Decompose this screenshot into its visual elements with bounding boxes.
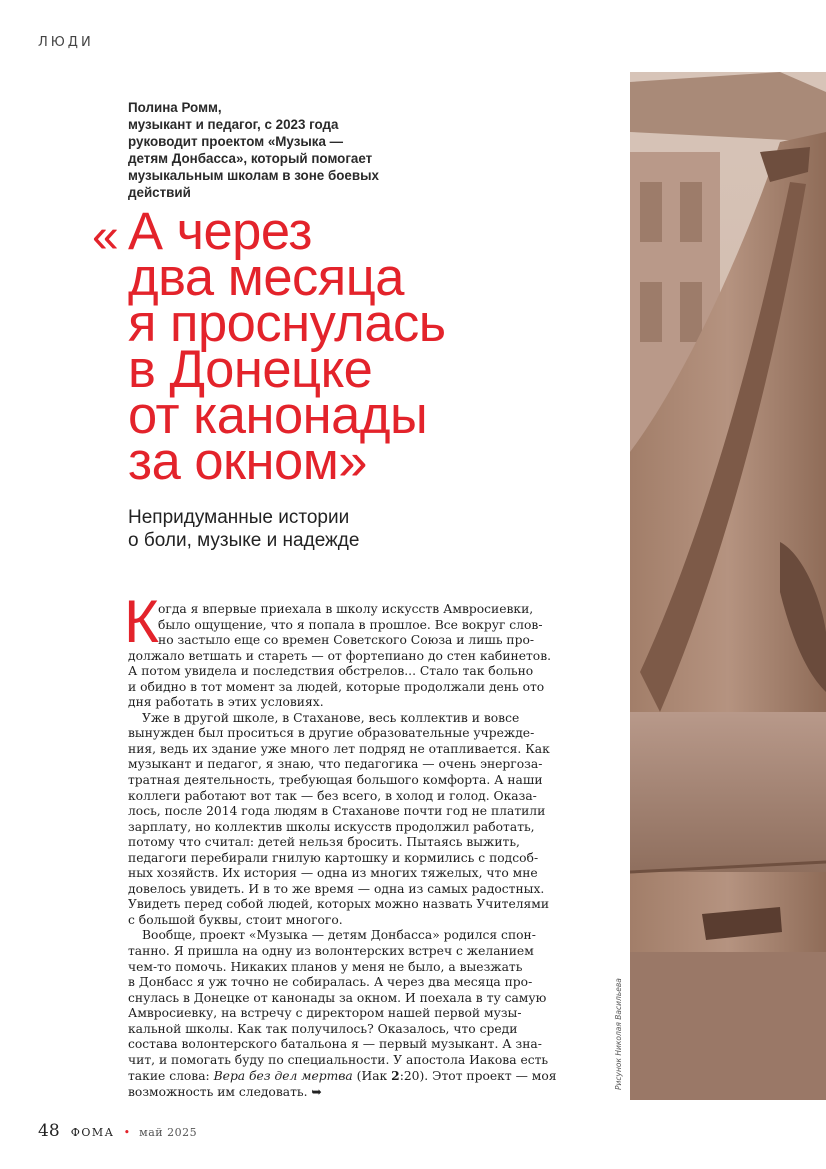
text-line: ных хозяйств. Их история — одна из многих тяжелых, что мне bbox=[128, 866, 538, 881]
headline-line: в Донецке bbox=[128, 340, 373, 399]
subtitle-line: о боли, музыке и надежде bbox=[128, 530, 360, 551]
paragraph-2 bbox=[128, 710, 550, 929]
intro-line: Полина Ромм, bbox=[128, 100, 222, 115]
text-line: музыкант и педагог, я знаю, что педагогика — очень энергоза- bbox=[128, 757, 543, 772]
text-line: ния, ведь их здание уже много лет подряд не отапливается. Как bbox=[128, 741, 550, 756]
page-number: 48 bbox=[38, 1121, 60, 1141]
text-line: состава волонтерского батальона я — первый музыкант. А зна- bbox=[128, 1037, 542, 1052]
text-line: дня работать в этих условиях. bbox=[128, 695, 324, 710]
text-line: снулась в Донецке от канонады за окном. И поехала в ту самую bbox=[128, 990, 547, 1005]
subtitle-line: Непридуманные истории bbox=[128, 507, 350, 528]
intro-line: музыкальным школам в зоне боевых bbox=[128, 168, 379, 183]
text-line: должало ветшать и стареть — от фортепиано до стен кабинетов. bbox=[128, 648, 552, 663]
intro-line: музыкант и педагог, с 2023 года bbox=[128, 117, 339, 132]
intro-line: действий bbox=[128, 185, 191, 200]
car-roof bbox=[630, 72, 826, 142]
text-line: зарплату, но коллектив школы искусств продолжил работать, bbox=[128, 819, 535, 834]
scripture-quote: Вера без дел мертва bbox=[213, 1069, 353, 1084]
dropcap: К bbox=[124, 588, 159, 655]
car-door-illustration bbox=[630, 72, 826, 1100]
text-line: А потом увидела и последствия обстрелов... Стало так больно bbox=[128, 664, 534, 679]
text-line: танно. Я пришла на одну из волонтерских встреч с желанием bbox=[128, 944, 534, 959]
text-line: Амвросиевку, на встречу с директором нашей первой музы- bbox=[128, 1006, 522, 1021]
subtitle bbox=[128, 506, 359, 552]
scripture-ref: (Иак bbox=[352, 1069, 392, 1084]
text-line: огда я впервые приехала в школу искусств Амвросиевки, bbox=[158, 602, 534, 616]
building-window bbox=[640, 282, 662, 342]
text-line: и обидно в тот момент за людей, которые продолжали день ото bbox=[128, 679, 545, 694]
scripture-chapter: 2 bbox=[391, 1068, 400, 1084]
building-window bbox=[640, 182, 662, 242]
scripture-ref-rest: :20). Этот проект — моя bbox=[399, 1069, 557, 1084]
text-line: довелось увидеть. И в то же время — одна из самых радостных. bbox=[128, 881, 545, 896]
text-line: было ощущение, что я попала в прошлое. Все вокруг слов- bbox=[158, 617, 543, 632]
text-line: кальной школы. Как так получилось? Оказалось, что среди bbox=[128, 1021, 518, 1036]
text-line: чит, и помогать буду по специальности. У апостола Иакова есть bbox=[128, 1052, 549, 1067]
headline-line: А через bbox=[128, 202, 312, 261]
headline-line: от канонады bbox=[128, 386, 428, 445]
text-line: вынужден был проситься в другие образовательные учрежде- bbox=[128, 726, 535, 741]
text-line bbox=[128, 1085, 540, 1101]
issue-date: май 2025 bbox=[139, 1126, 198, 1139]
headline-open-quote: « bbox=[92, 210, 119, 263]
magazine-name: ФОМА bbox=[70, 1126, 115, 1139]
headline bbox=[128, 202, 446, 491]
text-line: Увидеть перед собой людей, которых можно назвать Учителями bbox=[128, 897, 550, 912]
intro-line: детям Донбасса», который помогает bbox=[128, 151, 373, 166]
text-line: тратная деятельность, требующая большого комфорта. А наши bbox=[128, 773, 543, 788]
final-sentence: возможность им следовать. bbox=[128, 1084, 308, 1099]
quote-intro: такие слова: bbox=[128, 1069, 214, 1084]
text-line: но застыло еще со времен Советского Союза и лишь про- bbox=[158, 633, 535, 648]
text-line: лось, после 2014 года людям в Стаханове почти год не платили bbox=[128, 804, 546, 819]
paragraph-3 bbox=[128, 928, 557, 1100]
paragraph-1 bbox=[128, 602, 552, 711]
continue-arrow-icon: ➥ bbox=[311, 1084, 322, 1099]
footer-separator: • bbox=[123, 1126, 131, 1139]
text-line: коллеги работают вот так — без всего, в холод и голод. Оказа- bbox=[128, 788, 537, 803]
building-window bbox=[680, 182, 702, 242]
page-footer bbox=[38, 1121, 197, 1141]
building-window bbox=[680, 282, 702, 342]
headline-line: я проснулась bbox=[128, 294, 446, 353]
headline-line: за окном» bbox=[128, 432, 368, 491]
section-label: ЛЮДИ bbox=[38, 35, 94, 50]
text-line: в Донбасс я уж точно не собиралась. А через два месяца про- bbox=[128, 975, 533, 990]
headline-line: два месяца bbox=[128, 248, 404, 307]
text-line: чем-то помочь. Никаких планов у меня не было, а выезжать bbox=[128, 959, 523, 974]
text-line: потому что считал: детей нельзя бросить. Пытаясь выжить, bbox=[128, 835, 520, 850]
intro-lead bbox=[128, 99, 393, 201]
illustration-credit: Рисунок Николая Васильева bbox=[614, 978, 623, 1090]
article-body bbox=[128, 602, 557, 1101]
text-line: Вообще, проект «Музыка — детям Донбасса» родился спон- bbox=[142, 928, 536, 943]
text-line: Уже в другой школе, в Стаханове, весь коллектив и вовсе bbox=[142, 710, 520, 725]
door-lower-panel bbox=[630, 712, 826, 872]
text-line bbox=[128, 1068, 557, 1085]
text-line: с большой буквы, стоит многого. bbox=[128, 912, 343, 927]
intro-line: руководит проектом «Музыка — bbox=[128, 134, 344, 149]
door-bottom bbox=[630, 952, 826, 1100]
text-line: педагоги перебирали гнилую картошку и кормились с подсоб- bbox=[128, 850, 539, 865]
